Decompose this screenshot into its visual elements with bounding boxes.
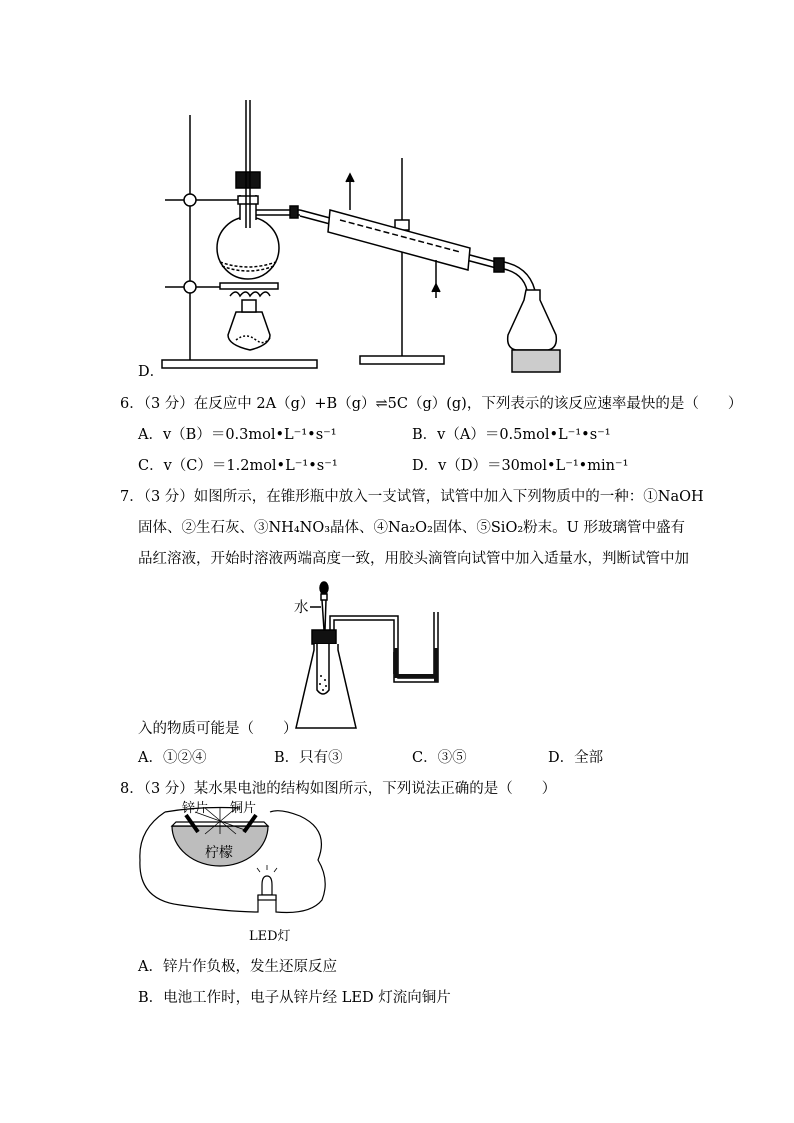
question-7-stem-line2: 固体、②生石灰、③NH₄NO₃晶体、④Na₂O₂固体、⑤SiO₂粉末。U 形玻璃管中盛有 bbox=[138, 520, 685, 536]
question-7-stem-line4: 入的物质可能是（ ） bbox=[138, 721, 298, 737]
water-label: 水 bbox=[294, 600, 309, 616]
q6-option-b: B．v（A）＝0.5mol•L⁻¹•s⁻¹ bbox=[412, 427, 611, 443]
q7-option-d: D．全部 bbox=[548, 750, 604, 766]
q6-option-d: D．v（D）＝30mol•L⁻¹•min⁻¹ bbox=[412, 458, 629, 474]
question-7-stem-line1: 7．（3 分）如图所示，在锥形瓶中放入一支试管，试管中加入下列物质中的一种：①NaOH bbox=[120, 489, 704, 505]
q7-option-a: A．①②④ bbox=[138, 750, 207, 766]
q8-option-a: A．锌片作负极，发生还原反应 bbox=[138, 959, 337, 975]
q8-option-b: B．电池工作时，电子从锌片经 LED 灯流向铜片 bbox=[138, 990, 451, 1006]
zinc-label: 锌片 bbox=[182, 801, 209, 816]
led-label: LED灯 bbox=[249, 929, 291, 944]
question-7-stem-line3: 品红溶液，开始时溶液两端高度一致，用胶头滴管向试管中加入适量水，判断试管中加 bbox=[138, 551, 689, 567]
option-d-label: D． bbox=[138, 364, 165, 380]
q7-option-c: C．③⑤ bbox=[412, 750, 467, 766]
copper-label: 铜片 bbox=[230, 801, 257, 816]
q7-option-b: B．只有③ bbox=[274, 750, 343, 766]
q6-option-a: A．v（B）＝0.3mol•L⁻¹•s⁻¹ bbox=[138, 427, 337, 443]
question-8-stem: 8．（3 分）某水果电池的结构如图所示，下列说法正确的是（ ） bbox=[120, 781, 557, 797]
question-6-stem: 6．（3 分）在反应中 2A（g）+B（g）⇌5C（g）(g)，下列表示的该反应速率最快的是（ ） bbox=[120, 396, 743, 412]
lemon-label: 柠檬 bbox=[205, 845, 233, 861]
q6-option-c: C．v（C）＝1.2mol•L⁻¹•s⁻¹ bbox=[138, 458, 338, 474]
